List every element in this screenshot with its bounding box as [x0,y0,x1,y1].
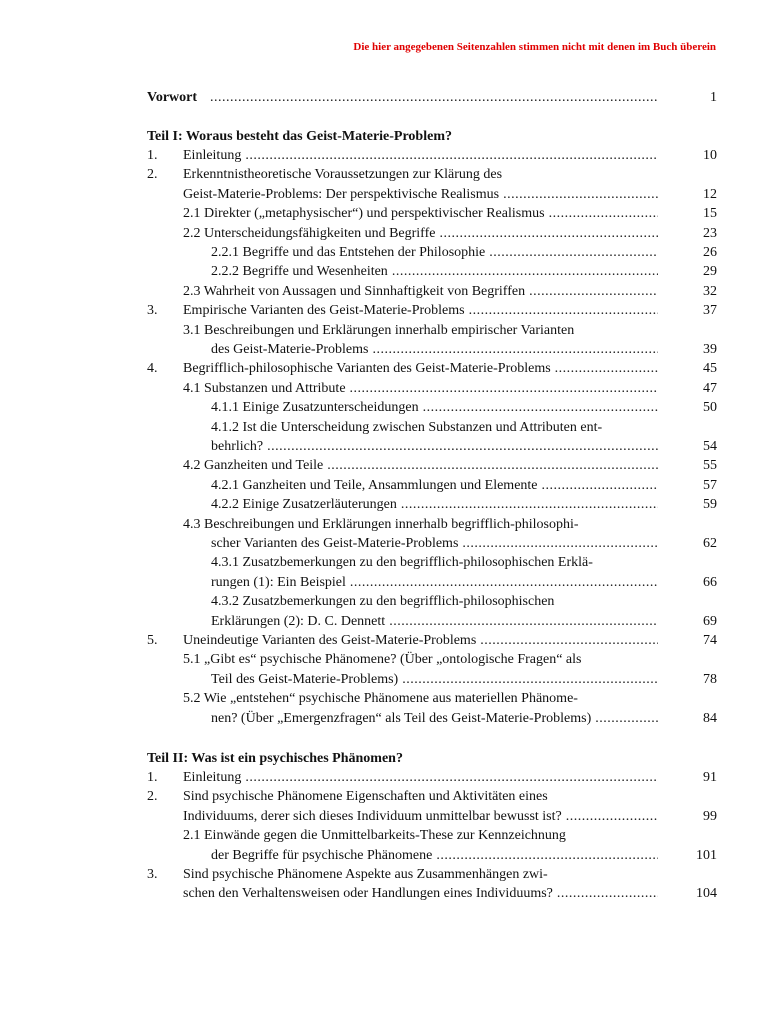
toc-entry[interactable] [0,262,768,281]
toc-entry-page: 47 [703,380,717,396]
toc-entry-page: 54 [703,439,717,454]
toc-entry-title: des Geist-Materie-Problems ..... [211,340,658,359]
toc-entry-vorwort[interactable] [0,88,768,107]
toc-entry-title: 2.2.1 Begriffe und das Entstehen der Philosophie ..... [211,243,658,262]
toc-entry[interactable] [0,301,768,320]
toc-entry[interactable] [0,553,768,572]
toc-entry-title: 2.2 Unterscheidungsfähigkeiten und Begriffe ..... [183,224,658,243]
toc-entry-title: 2.1 Direkter („metaphysischer“) und perspektivischer Realismus ..... [183,204,658,223]
toc-entry-title: 4.2.2 Einige Zusatzerläuterungen ..... [211,495,658,514]
toc-entry[interactable] [0,826,768,845]
vorwort-label: Vorwort [147,90,198,105]
toc-entry-title: 4.1 Substanzen und Attribute ..... [183,379,658,398]
toc-entry-page: 99 [703,808,717,824]
toc-entry-page: 12 [703,186,717,202]
toc-entry[interactable] [0,379,768,398]
toc-entry-title: Individuums, derer sich dieses Individuum unmittelbar bewusst ist? ..... [183,807,658,826]
toc-entry[interactable] [0,476,768,495]
toc-entry-title: behrlich? ..... [211,437,658,456]
toc-entry-title: 4.3 Beschreibungen und Erklärungen innerhalb begrifflich-philosophi- [183,516,579,532]
toc-entry[interactable] [0,456,768,475]
toc-entry-title: Einleitung ..... [183,146,658,165]
page-number-notice: Die hier angegebenen Seitenzahlen stimmen nicht mit denen im Buch überein [353,41,716,53]
toc-entry-page: 55 [703,458,717,474]
toc-entry[interactable] [0,787,768,806]
toc-entry-title: 2.3 Wahrheit von Aussagen und Sinnhaftigkeit von Begriffen ..... [183,282,658,301]
teil2-title: Teil II: Was ist ein psychisches Phänomen? [147,751,403,766]
toc-entry-page: 74 [703,633,717,648]
toc-entry-page: 26 [703,245,717,260]
toc-entry-title: Erkenntnistheoretische Voraussetzungen zur Klärung des [183,167,503,183]
toc-entry-title: Erklärungen (2): D. C. Dennett ..... [211,612,658,631]
toc-entry[interactable] [0,515,768,534]
toc-entry[interactable] [0,398,768,417]
toc-entry-title: rungen (1): Ein Beispiel ..... [211,573,658,592]
toc-entry-title: der Begriffe für psychische Phänomene ..... [211,846,658,865]
toc-entry-page: 62 [703,536,717,551]
vorwort-page: 1 [710,90,717,105]
toc-entry[interactable] [0,146,768,165]
toc-entry-page: 45 [703,361,717,377]
toc-entry-title: scher Varianten des Geist-Materie-Problems ..... [211,534,658,553]
toc-entry[interactable] [0,650,768,669]
toc-entry[interactable] [0,631,768,650]
toc-entry[interactable] [0,321,768,340]
toc-entry-number: 5. [147,633,158,648]
toc-entry-page: 37 [703,303,717,319]
toc-entry[interactable] [0,340,768,359]
toc-entry-page: 23 [703,225,717,241]
toc-entry[interactable] [0,418,768,437]
toc-entry[interactable] [0,224,768,243]
toc-entry[interactable] [0,359,768,378]
toc-entry-number: 3. [147,303,158,319]
toc-entry-page: 32 [703,283,717,299]
toc-entry-title: Einleitung ..... [183,768,658,787]
toc-entry-page: 91 [703,770,717,785]
toc-entry-title: 4.3.1 Zusatzbemerkungen zu den begrifflich-philosophischen Erklä- [211,555,593,571]
toc-entry-page: 50 [703,400,717,416]
toc-entry[interactable] [0,807,768,826]
toc-entry[interactable] [0,243,768,262]
toc-entry-page: 69 [703,613,717,629]
toc-entry[interactable] [0,884,768,903]
toc-entry[interactable] [0,865,768,884]
toc-entry-title: 4.1.1 Einige Zusatzunterscheidungen ..... [211,398,658,417]
toc-entry-page: 29 [703,264,717,280]
toc-entry-title: Empirische Varianten des Geist-Materie-Problems ..... [183,301,658,320]
toc-entry-title: Begrifflich-philosophische Varianten des Geist-Materie-Problems ..... [183,359,658,378]
toc-entry-number: 4. [147,361,158,377]
toc-entry-title: nen? (Über „Emergenzfragen“ als Teil des Geist-Materie-Problems) ..... [211,709,658,728]
toc-entry-title: Sind psychische Phänomene Eigenschaften und Aktivitäten eines [183,789,548,805]
toc-entry[interactable] [0,437,768,456]
toc-entry-number: 2. [147,789,158,805]
toc-entry-title: 2.1 Einwände gegen die Unmittelbarkeits-These zur Kennzeichnung [183,828,566,844]
toc-entry-page: 10 [703,148,717,163]
toc-entry[interactable] [0,709,768,728]
toc-entry-title: 4.2.1 Ganzheiten und Teile, Ansammlungen und Elemente ..... [211,476,658,495]
toc-entry[interactable] [0,846,768,865]
toc-entry[interactable] [0,534,768,553]
toc-entry-page: 59 [703,497,717,513]
toc-entry-title: 2.2.2 Begriffe und Wesenheiten ..... [211,262,658,281]
toc-entry[interactable] [0,282,768,301]
toc-entry-page: 39 [703,342,717,357]
teil1-title: Teil I: Woraus besteht das Geist-Materie-Problem? [147,129,452,144]
toc-entry-title: 5.1 „Gibt es“ psychische Phänomene? (Über „ontologische Fragen“ als [183,652,582,668]
toc-entry-page: 57 [703,477,717,493]
toc-entry[interactable] [0,689,768,708]
toc-entry-page: 101 [696,847,717,863]
toc-entry-page: 104 [696,886,717,902]
toc-entry[interactable] [0,768,768,787]
toc-entry-title: Geist-Materie-Problems: Der perspektivische Realismus ..... [183,185,658,204]
toc-entry-page: 84 [703,710,717,726]
toc-entry-title: 4.2 Ganzheiten und Teile ..... [183,456,658,475]
toc-entry-number: 1. [147,770,158,785]
toc-entry-title: 4.1.2 Ist die Unterscheidung zwischen Substanzen und Attributen ent- [211,419,603,435]
toc-entry[interactable] [0,204,768,223]
toc-entry[interactable] [0,185,768,204]
toc-entry-title: Teil des Geist-Materie-Problems) ..... [211,670,658,689]
toc-entry-title: 4.3.2 Zusatzbemerkungen zu den begrifflich-philosophischen [211,594,555,610]
toc-entry[interactable] [0,165,768,184]
toc-entry-page: 66 [703,574,717,590]
toc-entry-page: 15 [703,206,717,222]
toc-entry-number: 2. [147,167,158,183]
toc-entry-number: 1. [147,148,158,163]
toc-entry[interactable] [0,592,768,611]
toc-entry-title: Sind psychische Phänomene Aspekte aus Zusammenhängen zwi- [183,867,548,882]
toc-entry-title: 3.1 Beschreibungen und Erklärungen innerhalb empirischer Varianten [183,322,575,338]
toc-entry[interactable] [0,670,768,689]
toc-entry[interactable] [0,612,768,631]
toc-entry-title: schen den Verhaltensweisen oder Handlungen eines Individuums? ..... [183,884,658,903]
toc-entry-number: 3. [147,867,158,882]
toc-entry[interactable] [0,495,768,514]
toc-entry-page: 78 [703,671,717,687]
toc-entry-title: 5.2 Wie „entstehen“ psychische Phänomene aus materiellen Phänome- [183,691,578,707]
toc-entry[interactable] [0,573,768,592]
toc-entry-title: Uneindeutige Varianten des Geist-Materie-Problems ..... [183,631,658,650]
